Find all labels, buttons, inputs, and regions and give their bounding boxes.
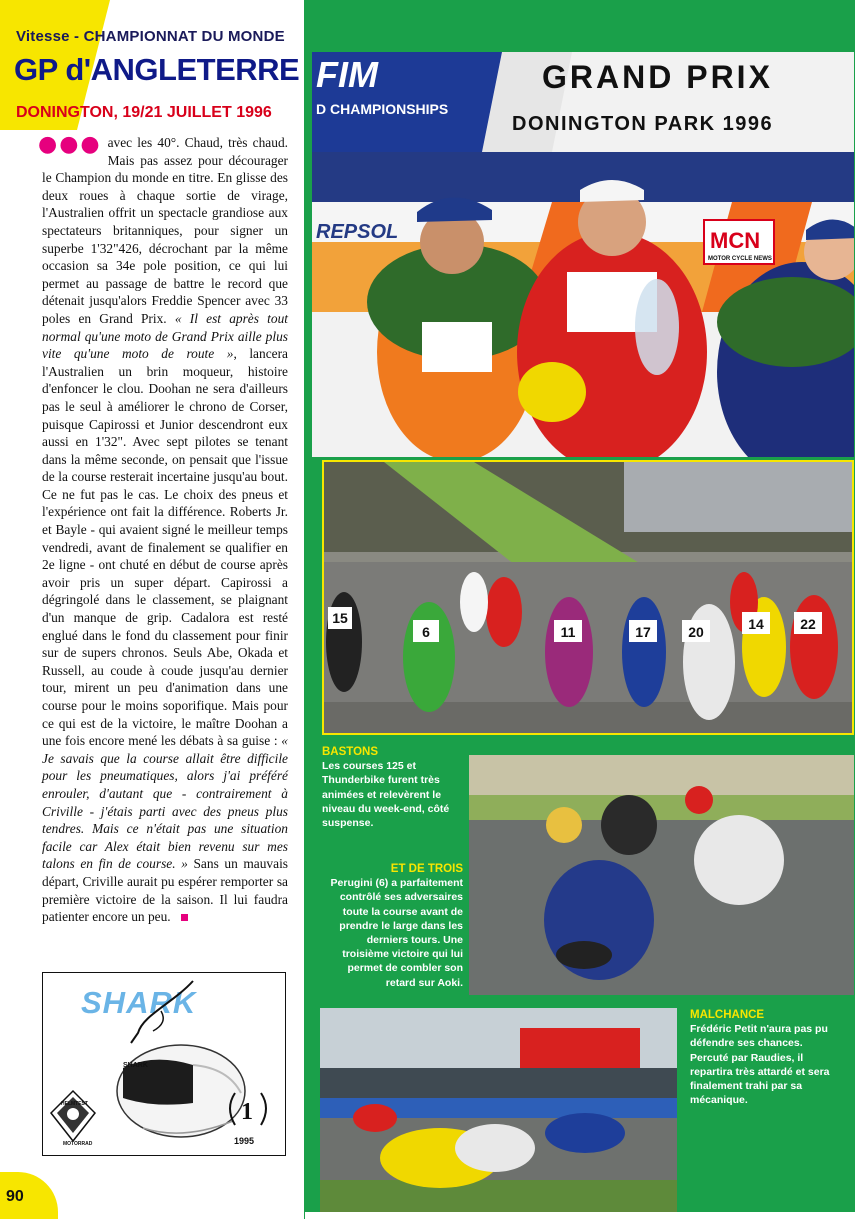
caption-bastons: [322, 745, 462, 830]
race-number-15: 15: [332, 610, 348, 626]
donington-park-text: DONINGTON PARK 1996: [512, 113, 774, 135]
caption-malchance: [690, 1008, 830, 1107]
shark-advertisement[interactable]: [42, 972, 286, 1156]
ad-brand: SHARK: [81, 985, 197, 1020]
crash-photo: [320, 1008, 677, 1212]
bullet-dots: ●●●: [38, 132, 102, 157]
race-number-22: 22: [800, 616, 816, 632]
article-subtitle: DONINGTON, 19/21 JUILLET 1996: [16, 104, 272, 121]
paragraph-3: Sans un mauvais départ, Criville aurait pu espérer remporter sa première victoire de la saison. Il lui faudra patienter encore un peu.: [42, 856, 288, 925]
caption-malchance-heading: MALCHANCE: [690, 1009, 765, 1021]
award-year: 1995: [234, 1136, 255, 1146]
quote-2: « Je savais que la course allait être difficile pour les pneumatiques, alors j'ai préféré enrouler, d'autant que - contrairement à Criville - j'étais parti avec des pneus plus tendres. Mais ce n'était pas une situation facile car Alex était bien revenu sur mes talons en fin de course. »: [42, 733, 288, 872]
badge-bottom-text: MOTORRAD: [63, 1141, 93, 1147]
bottom-margin: [305, 1212, 855, 1219]
paragraph-2: , lancera l'Australien un brin moqueur, histoire d'enfoncer le clou. Doohan ne sera d'ailleurs pas le seul à améliorer le chrono de Corser, puisque Capirossi et Junior descendront eux aussi en 1'32". Avec sept pilotes se tenant dans la même seconde, on pensait que l'issue de la course resterait incertaine jusqu'au bout. Ce ne fut pas le cas. Le choix des pneus et l'expérience ont fait la différence. Roberts Jr. et Bayle - qui avaient signé le meilleur temps vendredi, avant de finalement se qualifier en 2e ligne - ont chuté en début de course après avoir pris un super départ. Capirossi a dégringolé dans le classement, se plaignant d'un manque de grip. Cadalora est resté englué dans le fond du classement pour finir sur de supers chronos. Seuls Abe, Okada et Russell, au coude à coude jusqu'au dernier tour, mirent un peu d'animation dans une course pour le moins soporifique. Mais pour ce qui est de la victoire, le maître Doohan a une fois encore mené les débats à sa guise :: [42, 346, 288, 749]
caption-bastons-heading: BASTONS: [322, 746, 379, 758]
page-number: 90: [6, 1188, 24, 1205]
crash-scene: [320, 1008, 677, 1212]
helmet-label: SHARK: [123, 1062, 148, 1069]
race-start-photo: [322, 460, 854, 735]
caption-et-de-trois: [318, 862, 463, 990]
caption-bastons-text: Les courses 125 et Thunderbike furent très animées et relevèrent le niveau du week-end, côté suspense.: [322, 760, 450, 830]
badge-top-text: HELMTEST: [61, 1101, 88, 1107]
kicker-championship: CHAMPIONNAT DU MONDE: [83, 28, 285, 45]
podium-photo: [312, 52, 854, 457]
caption-et-de-trois-heading: ET DE TROIS: [390, 863, 463, 875]
race-number-6: 6: [422, 624, 430, 640]
grand-prix-text: GRAND PRIX: [542, 59, 773, 95]
helmet-icon: [117, 1045, 245, 1137]
end-mark: [181, 914, 188, 921]
perugini-scene: [469, 755, 854, 995]
article-title: GP d'ANGLETERRE: [14, 52, 300, 87]
section-kicker: [16, 28, 285, 45]
repsol-sponsor: REPSOL: [316, 221, 399, 243]
championships-text: D CHAMPIONSHIPS: [316, 101, 449, 117]
mcn-sponsor: MCN: [710, 228, 761, 253]
race-number-11: 11: [560, 624, 576, 640]
paragraph-1: avec les 40°. Chaud, très chaud. Mais pas assez pour décourager le Champion du monde en titre. En glisse des deux roues à chaque sortie de virage, l'Australien offrit un spectacle grandiose aux spectateurs britanniques, pour signer un superbe 1'32"426, décrochant par la même occasion sa 34e pole position, ce qui lui permet au passage de battre le record que détenait jusqu'alors Freddie Spencer avec 33 poles en Grand Prix.: [42, 135, 288, 326]
article-body: [38, 132, 288, 926]
race-start-scene: [324, 462, 854, 735]
mcn-sub: MOTOR CYCLE NEWS: [708, 256, 772, 262]
kicker-category: Vitesse -: [16, 28, 84, 45]
podium-scene: [312, 52, 854, 457]
race-number-20: 20: [688, 624, 704, 640]
helmtest-badge-icon: [51, 1091, 95, 1141]
quote-1: « Il est après tout normal qu'une moto de Grand Prix aille plus vite qu'une moto de route »: [42, 310, 288, 362]
caption-et-de-trois-text: Perugini (6) a parfaitement contrôlé ses adversaires toute la course avant de prendre le large dans les derniers tours. Une troisième victoire qui lui permet de combler son retard sur Aoki.: [330, 877, 463, 989]
award-rank: 1: [241, 1099, 253, 1125]
perugini-photo: [469, 755, 854, 995]
ad-artwork: [43, 973, 287, 1157]
caption-malchance-text: Frédéric Petit n'aura pas pu défendre ses chances. Percuté par Raudies, il repartira très attardé et sera finalement trahi par sa mécanique.: [690, 1023, 830, 1107]
fim-logo-text: FIM: [316, 54, 378, 95]
race-number-14: 14: [748, 616, 764, 632]
race-number-17: 17: [635, 624, 651, 640]
